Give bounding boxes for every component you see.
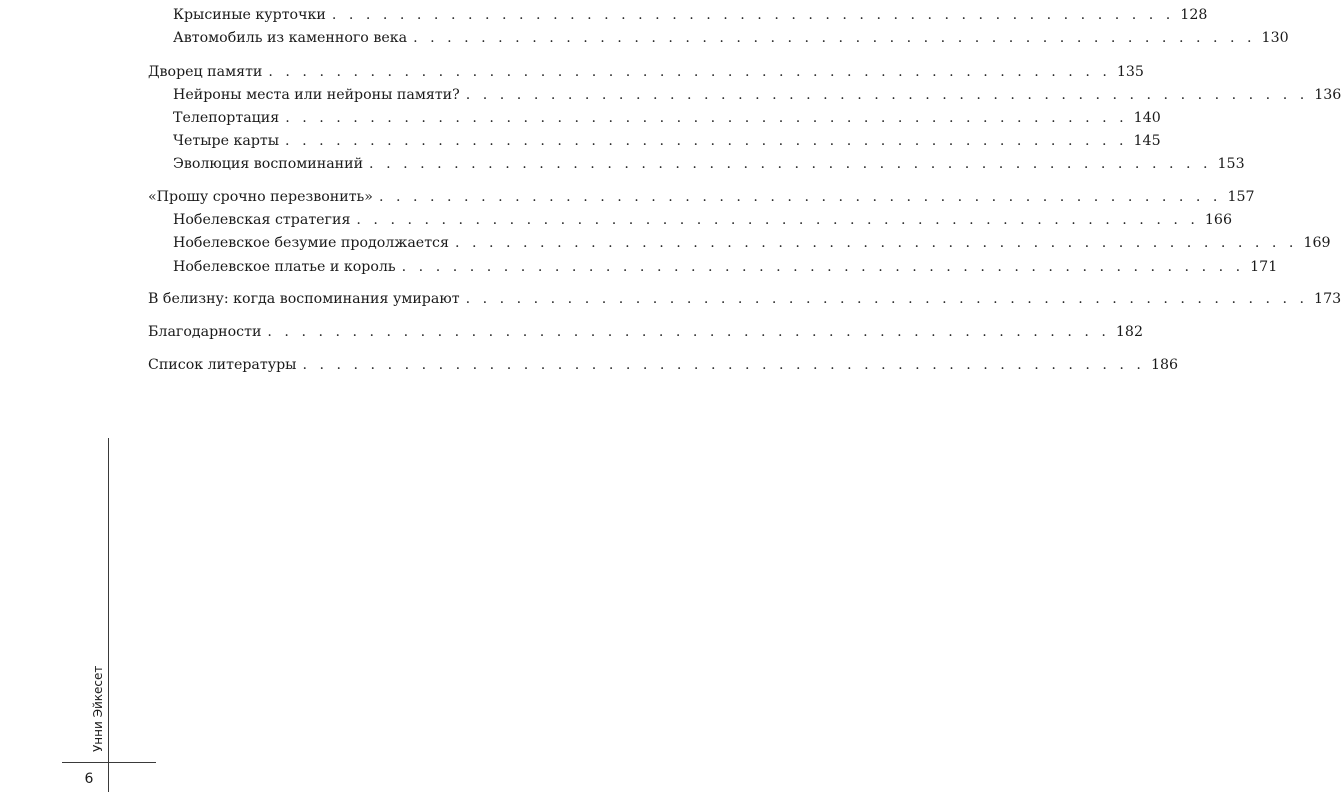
toc-entry [173,109,1161,127]
toc-entry-title: Нобелевское платье и король [173,259,396,275]
toc-entry [173,211,1232,229]
toc-entry-page: 166 [1204,212,1232,228]
toc-dot-leader: . . . . . . . . . . . . . . . . . . . . . . . . . . . . . . . . . . . . . . . . . . . . . . . . . . [413,30,1256,46]
toc-dot-leader: . . . . . . . . . . . . . . . . . . . . . . . . . . . . . . . . . . . . . . . . . . . . . . . . . . [285,110,1128,126]
toc-entry-title: Эволюция воспоминаний [173,156,364,172]
toc-entry-title: Телепортация [173,110,280,126]
toc-dot-leader: . . . . . . . . . . . . . . . . . . . . . . . . . . . . . . . . . . . . . . . . . . . . . . . . . . [454,235,1298,251]
toc-entry-page: 169 [1303,235,1331,251]
toc-entry-page: 136 [1314,87,1341,103]
toc-entry-title: Благодарности [148,324,262,340]
toc-entry [148,63,1144,81]
toc-dot-leader: . . . . . . . . . . . . . . . . . . . . . . . . . . . . . . . . . . . . . . . . . . . . . . . . . . [465,291,1309,307]
toc-entry [173,258,1278,276]
toc-entry-page: 157 [1227,189,1255,205]
toc-entry [173,132,1161,150]
toc-dot-leader: . . . . . . . . . . . . . . . . . . . . . . . . . . . . . . . . . . . . . . . . . . . . . . . . . . [331,7,1175,23]
toc-dot-leader: . . . . . . . . . . . . . . . . . . . . . . . . . . . . . . . . . . . . . . . . . . . . . . . . . . [378,189,1222,205]
toc-entry-page: 173 [1314,291,1341,307]
toc-entry [148,188,1255,206]
toc-entry-title: Автомобиль из каменного века [173,30,408,46]
toc-entry [173,6,1208,24]
toc-entry [173,86,1341,104]
toc-entry [173,155,1245,173]
toc-entry-title: Нобелевская стратегия [173,212,351,228]
toc-entry-page: 153 [1217,156,1245,172]
toc-entry [173,29,1289,47]
toc-entry [148,323,1143,341]
toc-entry [148,356,1179,374]
toc-entry-page: 140 [1133,110,1161,126]
toc-entry-title: Нейроны места или нейроны памяти? [173,87,460,103]
toc-dot-leader: . . . . . . . . . . . . . . . . . . . . . . . . . . . . . . . . . . . . . . . . . . . . . . . . . . [356,212,1199,228]
toc-entry [173,234,1331,252]
running-head-author: Унни Эйкесет [91,665,105,752]
toc-entry-title: «Прошу срочно перезвонить» [148,189,373,205]
toc-entry-page: 145 [1133,133,1161,149]
toc-entry-title: В белизну: когда воспоминания умирают [148,291,460,307]
toc-dot-leader: . . . . . . . . . . . . . . . . . . . . . . . . . . . . . . . . . . . . . . . . . . . . . . . . . . [302,357,1145,373]
page-number: 6 [84,771,94,787]
toc-dot-leader: . . . . . . . . . . . . . . . . . . . . . . . . . . . . . . . . . . . . . . . . . . . . . . . . . . [268,64,1111,80]
toc-entry-title: Список литературы [148,357,297,373]
toc-dot-leader: . . . . . . . . . . . . . . . . . . . . . . . . . . . . . . . . . . . . . . . . . . . . . . . . . . [401,259,1245,275]
margin-vertical-rule [108,438,109,792]
toc-entry-title: Нобелевское безумие продолжается [173,235,449,251]
toc-entry-page: 128 [1180,7,1208,23]
footer-horizontal-rule [62,762,156,763]
toc-dot-leader: . . . . . . . . . . . . . . . . . . . . . . . . . . . . . . . . . . . . . . . . . . . . . . . . . . [267,324,1110,340]
toc-entry [148,290,1341,308]
toc-entry-page: 135 [1116,64,1144,80]
toc-dot-leader: . . . . . . . . . . . . . . . . . . . . . . . . . . . . . . . . . . . . . . . . . . . . . . . . . . [369,156,1212,172]
toc-entry-title: Крысиные курточки [173,7,326,23]
toc-dot-leader: . . . . . . . . . . . . . . . . . . . . . . . . . . . . . . . . . . . . . . . . . . . . . . . . . . [465,87,1309,103]
toc-entry-title: Дворец памяти [148,64,263,80]
toc-entry-page: 186 [1150,357,1179,373]
toc-entry-page: 171 [1250,259,1278,275]
toc-entry-page: 130 [1261,30,1289,46]
toc-entry-title: Четыре карты [173,133,280,149]
toc-entry-page: 182 [1115,324,1143,340]
toc-dot-leader: . . . . . . . . . . . . . . . . . . . . . . . . . . . . . . . . . . . . . . . . . . . . . . . . . . [285,133,1128,149]
